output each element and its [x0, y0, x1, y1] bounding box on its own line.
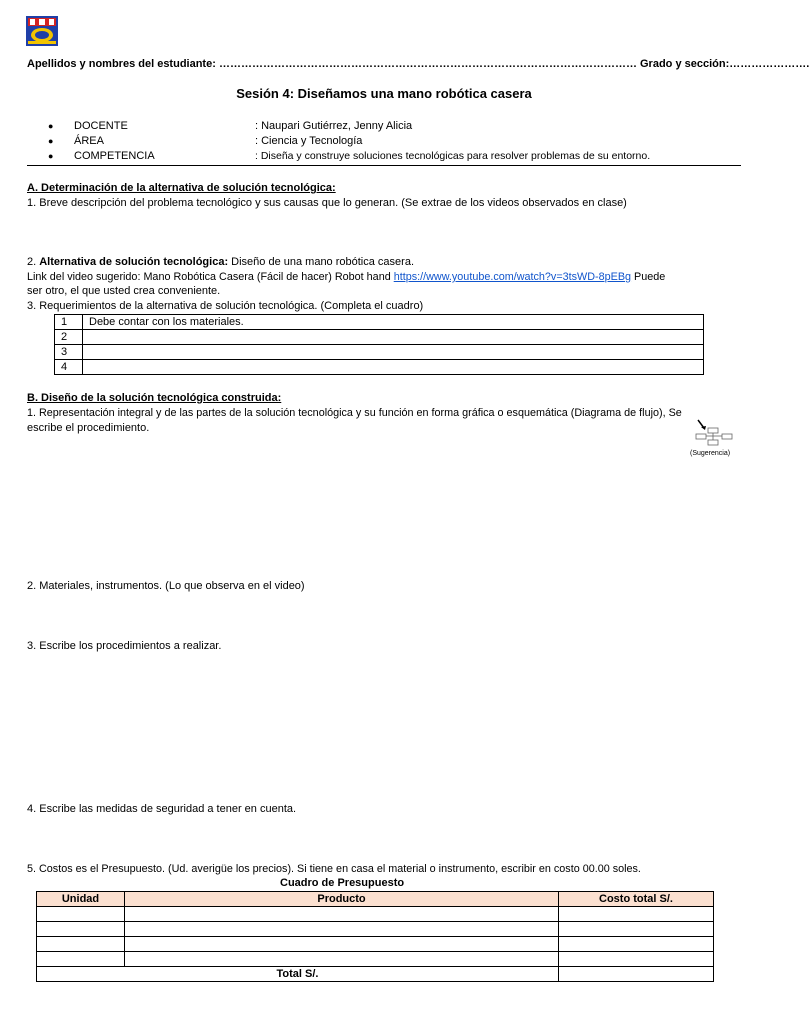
bullet-icon: ●	[48, 151, 54, 161]
page-title: Sesión 4: Diseñamos una mano robótica casera	[236, 86, 532, 101]
req-text[interactable]	[83, 345, 704, 360]
req-num: 3	[55, 345, 83, 360]
divider	[27, 165, 741, 166]
cell-unidad[interactable]	[37, 922, 125, 937]
question-a1: 1. Breve descripción del problema tecnológico y sus causas que lo generan. (Se extrae de los videos observados en clase)	[27, 197, 627, 209]
link-prefix: Link del video sugerido: Mano Robótica Casera (Fácil de hacer) Robot hand	[27, 271, 394, 283]
table-row	[37, 907, 714, 922]
cell-costo[interactable]	[559, 907, 714, 922]
table-header-row	[37, 892, 714, 907]
table-row	[55, 345, 704, 360]
table-row	[55, 330, 704, 345]
req-num: 2	[55, 330, 83, 345]
col-costo: Costo total S/.	[559, 892, 714, 907]
student-dots: ……………………………………………………………………………………………………	[218, 58, 637, 70]
link-suffix: Puede	[631, 271, 666, 283]
table-row	[55, 360, 704, 375]
school-logo-icon	[26, 16, 58, 46]
question-b1-line1: 1. Representación integral y de las partes de la solución tecnológica y su función en forma gráfica o esquemática (Diagrama de flujo), Se	[27, 407, 682, 419]
question-b2: 2. Materiales, instrumentos. (Lo que observa en el video)	[27, 580, 305, 592]
bullet-icon: ●	[48, 121, 54, 131]
section-a-heading: A. Determinación de la alternativa de solución tecnológica:	[27, 182, 336, 194]
suggestion-label: (Sugerencia)	[690, 450, 731, 457]
q2-rest: Diseño de una mano robótica casera.	[228, 256, 414, 268]
cell-producto[interactable]	[125, 907, 559, 922]
question-a3: 3. Requerimientos de la alternativa de solución tecnológica. (Completa el cuadro)	[27, 300, 424, 312]
q2-bold: Alternativa de solución tecnológica:	[39, 256, 229, 268]
info-row-docente	[48, 120, 53, 133]
video-link[interactable]: https://www.youtube.com/watch?v=3tsWD-8pEBg	[393, 271, 632, 283]
link-line2: ser otro, el que usted crea conveniente.	[27, 285, 221, 297]
table-row	[37, 922, 714, 937]
col-producto: Producto	[125, 892, 559, 907]
bullet-icon: ●	[48, 136, 54, 146]
student-label: Apellidos y nombres del estudiante:	[27, 58, 216, 70]
cell-producto[interactable]	[125, 937, 559, 952]
info-key: ÁREA	[74, 135, 104, 147]
info-value: : Ciencia y Tecnología	[255, 135, 363, 147]
table-total-row	[37, 967, 714, 982]
info-value: : Naupari Gutiérrez, Jenny Alicia	[255, 120, 413, 132]
info-value: : Diseña y construye soluciones tecnológicas para resolver problemas de su entorno.	[255, 150, 651, 162]
table-row	[37, 952, 714, 967]
budget-table	[36, 891, 714, 982]
grade-dots: ………………….	[729, 58, 809, 70]
cell-unidad[interactable]	[37, 937, 125, 952]
req-num: 1	[55, 315, 83, 330]
question-a2	[27, 256, 414, 269]
question-b1-line2: escribe el procedimiento.	[27, 422, 150, 434]
info-key: DOCENTE	[74, 120, 128, 132]
req-text[interactable]	[83, 360, 704, 375]
cell-producto[interactable]	[125, 922, 559, 937]
table-row	[55, 315, 704, 330]
cell-costo[interactable]	[559, 952, 714, 967]
total-label: Total S/.	[37, 967, 559, 982]
info-row-competencia	[48, 150, 53, 163]
q2-num: 2.	[27, 256, 40, 268]
video-link-line	[27, 271, 665, 284]
grade-label: Grado y sección:	[640, 58, 730, 70]
cell-producto[interactable]	[125, 952, 559, 967]
table-row	[37, 937, 714, 952]
question-b3: 3. Escribe los procedimientos a realizar.	[27, 640, 222, 652]
cell-unidad[interactable]	[37, 907, 125, 922]
req-text[interactable]: Debe contar con los materiales.	[83, 315, 704, 330]
info-key: COMPETENCIA	[74, 150, 155, 162]
req-num: 4	[55, 360, 83, 375]
col-unidad: Unidad	[37, 892, 125, 907]
section-b-heading: B. Diseño de la solución tecnológica construida:	[27, 392, 282, 404]
cell-costo[interactable]	[559, 937, 714, 952]
cell-costo[interactable]	[559, 922, 714, 937]
info-row-area	[48, 135, 53, 148]
cell-unidad[interactable]	[37, 952, 125, 967]
student-line	[27, 58, 809, 71]
budget-title: Cuadro de Presupuesto	[280, 877, 405, 889]
requirements-table	[54, 314, 704, 375]
flowchart-suggestion-icon	[688, 418, 740, 460]
total-value[interactable]	[559, 967, 714, 982]
question-b5: 5. Costos es el Presupuesto. (Ud. averigüe los precios). Si tiene en casa el material o instrumento, escribir en costo 00.00 soles.	[27, 863, 641, 875]
question-b4: 4. Escribe las medidas de seguridad a tener en cuenta.	[27, 803, 297, 815]
req-text[interactable]	[83, 330, 704, 345]
